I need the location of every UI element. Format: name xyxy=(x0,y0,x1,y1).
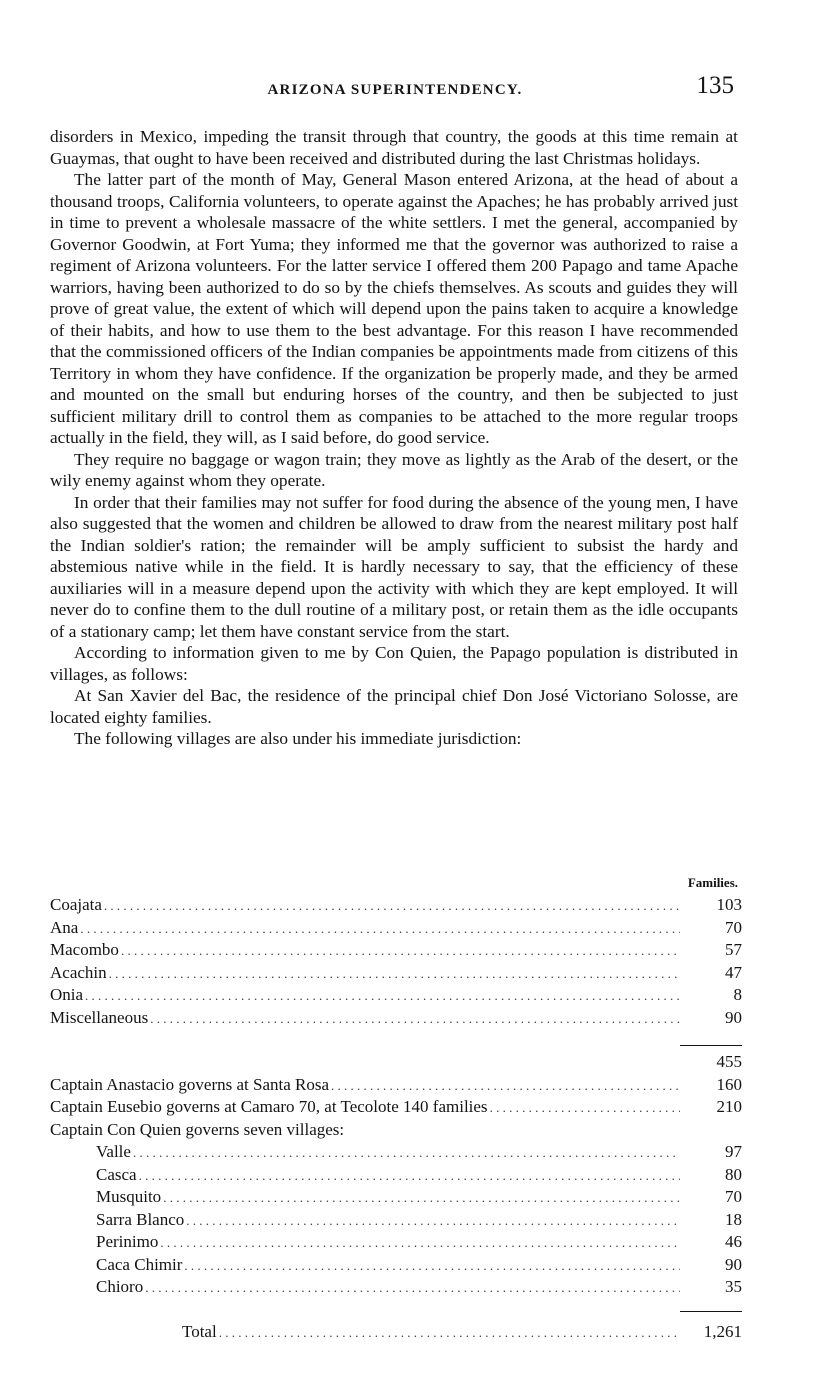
family-count: 18 xyxy=(725,1209,742,1229)
family-count: 103 xyxy=(716,895,742,914)
table-row xyxy=(50,1074,742,1097)
paragraph: According to information given to me by Con Quien, the Papago population is distributed in villages, as follows: xyxy=(50,643,738,684)
village-name: Acachin xyxy=(50,962,107,982)
family-count: 70 xyxy=(725,1187,742,1206)
family-count: 57 xyxy=(725,940,742,959)
dot-leader xyxy=(145,1277,680,1300)
family-count: 90 xyxy=(725,1007,742,1027)
family-count: 97 xyxy=(725,1142,742,1161)
dot-leader xyxy=(104,895,680,918)
table-row xyxy=(50,1186,742,1209)
family-count: 8 xyxy=(733,985,742,1004)
village-name: Macombo xyxy=(50,940,119,959)
family-count: 70 xyxy=(725,917,742,937)
table-row xyxy=(50,917,742,940)
captain-heading: Captain Con Quien governs seven villages: xyxy=(50,1119,345,1139)
dot-leader xyxy=(85,985,680,1008)
paragraph: The latter part of the month of May, General Mason entered Arizona, at the head of about a thousand troops, California volunteers, to operate against the Apaches; he has probably arrived just in time to prevent a wholesale massacre of the white settlers. I met the general, accompanied by Governor Goodwin, at Fort Yuma; they informed me that the governor was authorized to raise a regiment of Arizona volunteers. For the latter service I offered them 200 Papago and tame Apache warriors, having been authorized to do so by the chiefs themselves. As scouts and guides they will prove of great value, the extent of which will depend upon the pains taken to acquire a knowledge of their habits, and how to use them to the best advantage. For this reason I have recommended that the commissioned officers of the Indian companies be appointments made from citizens of this Territory in whom they have confidence. If the organization be properly made, and they be armed and mounted on the small but enduring horses of the country, and then be subjected to just sufficient military drill to control them as companies to be attached to the more regular troops actually in the field, they will, as I said before, do good service. xyxy=(50,170,738,447)
village-name: Coajata xyxy=(50,895,102,914)
village-name: Perinimo xyxy=(96,1232,159,1251)
paragraph: In order that their families may not suffer for food during the absence of the young men, I have also suggested that the women and children be allowed to draw from the nearest military post half the Indian soldier's ration; the remainder will be amply sufficient to subsist the hardy and abstemious native while in the field. It is hardly necessary to say, that the efficiency of these auxiliaries will in a measure depend upon the activity with which they are kept employed. It will never do to confine them to the dull routine of a military post, or retain them as the idle occupants of a stationary camp; let them have constant service from the start. xyxy=(50,492,738,641)
captain-text: Captain Anastacio governs at Santa Rosa xyxy=(50,1074,330,1094)
dot-leader xyxy=(139,1165,680,1188)
table-row xyxy=(50,1141,742,1164)
family-count: 35 xyxy=(725,1277,742,1296)
family-count: 160 xyxy=(716,1074,742,1094)
dot-leader xyxy=(109,963,680,986)
dot-leader xyxy=(186,1210,680,1233)
family-count: 80 xyxy=(725,1164,742,1184)
dot-leader xyxy=(150,1008,680,1031)
table-row xyxy=(50,984,742,1007)
table-row xyxy=(50,962,742,985)
table-row xyxy=(50,1164,742,1187)
village-name: Chioro xyxy=(96,1277,144,1296)
village-name: Caca Chimir xyxy=(96,1254,183,1274)
village-name: Musquito xyxy=(96,1187,162,1206)
table-row xyxy=(50,1119,742,1142)
body-text xyxy=(50,126,738,750)
table-row xyxy=(50,1254,742,1277)
table-row xyxy=(50,1209,742,1232)
dot-leader xyxy=(80,918,680,941)
dot-leader xyxy=(133,1142,680,1165)
dot-leader xyxy=(163,1187,680,1210)
table-row xyxy=(50,1276,742,1299)
table-row xyxy=(50,939,742,962)
paragraph: The following villages are also under his immediate jurisdiction: xyxy=(74,729,522,748)
page-header xyxy=(50,72,740,108)
subtotal-row xyxy=(50,1051,742,1074)
running-title: ARIZONA SUPERINTENDENCY. xyxy=(267,82,523,98)
village-name: Onia xyxy=(50,985,84,1004)
family-count: 46 xyxy=(725,1232,742,1251)
village-name: Casca xyxy=(96,1164,137,1184)
dot-leader xyxy=(219,1322,680,1345)
table-row xyxy=(50,1096,742,1119)
village-name: Sarra Blanco xyxy=(96,1209,185,1229)
village-name: Miscellaneous xyxy=(50,1007,149,1027)
total-value: 1,261 xyxy=(703,1321,742,1341)
dot-leader xyxy=(490,1097,680,1120)
captain-text: Captain Eusebio governs at Camaro 70, at Tecolote 140 families xyxy=(50,1097,488,1116)
total-label: Total xyxy=(182,1321,217,1341)
village-name: Valle xyxy=(96,1142,131,1161)
dot-leader xyxy=(184,1255,680,1278)
table-row xyxy=(50,894,742,917)
dot-leader xyxy=(160,1232,680,1255)
village-name: Ana xyxy=(50,917,79,937)
family-count: 47 xyxy=(725,962,742,982)
subtotal-rule xyxy=(50,1029,742,1051)
paragraph: They require no baggage or wagon train; they move as lightly as the Arab of the desert, or the wily enemy against whom they operate. xyxy=(50,449,738,490)
subtotal-value: 455 xyxy=(716,1052,742,1071)
column-header: Families. xyxy=(687,875,738,890)
paragraph: disorders in Mexico, impeding the transit through that country, the goods at this time remain at Guaymas, that ought to have been received and distributed during the last Christmas holidays. xyxy=(50,127,738,168)
family-count: 210 xyxy=(716,1097,742,1116)
total-rule xyxy=(50,1299,742,1321)
paragraph: At San Xavier del Bac, the residence of the principal chief Don José Victoriano Solosse, are located eighty families. xyxy=(50,686,738,727)
dot-leader xyxy=(331,1075,680,1098)
dot-leader xyxy=(121,940,680,963)
population-table xyxy=(50,872,742,1343)
table-row xyxy=(50,1231,742,1254)
family-count: 90 xyxy=(725,1254,742,1274)
page-number: 135 xyxy=(696,72,734,99)
total-row xyxy=(50,1321,742,1344)
table-row xyxy=(50,1007,742,1030)
